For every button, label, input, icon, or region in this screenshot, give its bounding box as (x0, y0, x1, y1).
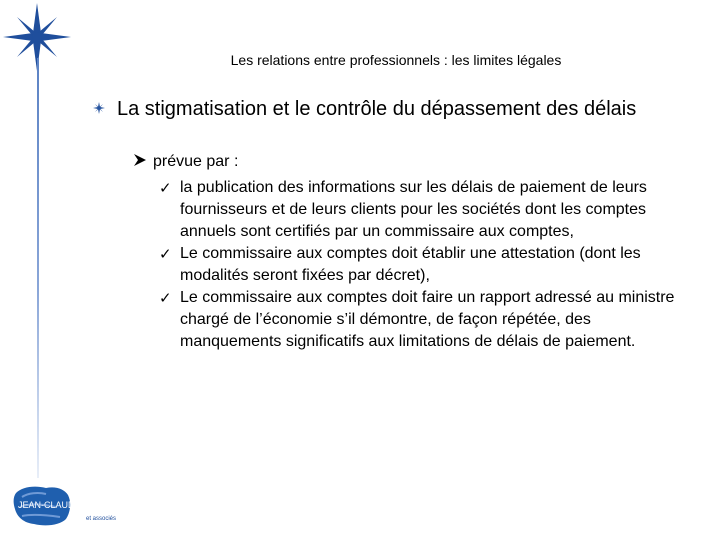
check-item (159, 177, 689, 243)
company-logo (12, 483, 124, 527)
small-star-bullet-icon (93, 102, 105, 114)
check-item (159, 287, 689, 353)
sub-bullet-text: prévue par : (153, 153, 239, 170)
check-item-text: Le commissaire aux comptes doit établir une attestation (dont les modalités seront fixées par décret), (180, 245, 641, 284)
checkmark-icon: ✓ (159, 289, 172, 307)
checkmark-icon: ✓ (159, 179, 172, 197)
star-logo-icon (0, 0, 90, 90)
main-bullet-text: La stigmatisation et le contrôle du dépassement des délais (117, 98, 637, 120)
arrow-bullet-icon (133, 153, 147, 167)
slide-header-title: Les relations entre professionnels : les limites légales (230, 52, 562, 68)
logo-text: JEAN-CLAUDE COULON (18, 500, 122, 510)
check-item-text: Le commissaire aux comptes doit faire un rapport adressé au ministre chargé de l’économie s’il démontre, de façon répétée, des manquements significatifs aux limitations de délais de paiement. (180, 289, 675, 350)
logo-subtext: et associés (86, 516, 117, 522)
decorative-vertical-line (37, 58, 39, 478)
check-list (159, 177, 689, 353)
checkmark-icon: ✓ (159, 245, 172, 263)
check-item (159, 243, 689, 287)
check-item-text: la publication des informations sur les délais de paiement de leurs fournisseurs et de leurs clients pour les sociétés dont les comptes annuels sont certifiés par un commissaire aux comptes, (180, 179, 647, 240)
